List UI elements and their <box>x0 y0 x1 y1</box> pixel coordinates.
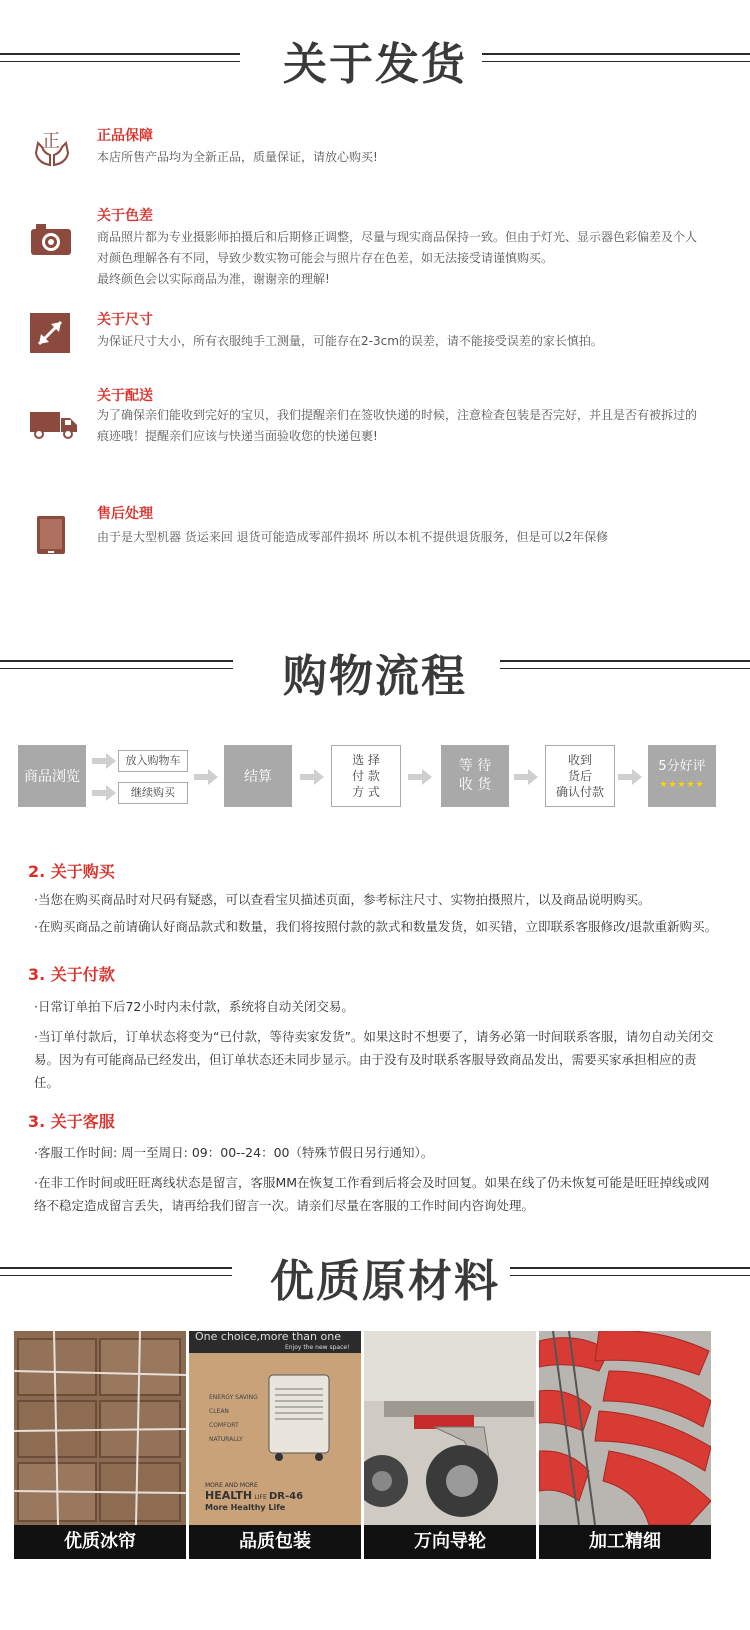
packaging-brand-small: MORE AND MORE <box>205 1482 258 1489</box>
note-service-2: ·在非工作时间或旺旺离线状态是留言，客服MM在恢复工作看到后将会及时回复。如果在线了仍未恢复可能是旺旺掉线或网络不稳定造成留言丢失，请再给我们留言一次。请亲们尽量在客服的工作时间内咨询处理。 <box>34 1175 710 1213</box>
note-buy-1: ·当您在购买商品时对尺码有疑惑，可以查看宝贝描述页面，参考标注尺寸、实物拍摄照片，以及商品说明购买。 <box>34 892 651 907</box>
genuine-glyph: 正 <box>42 131 60 152</box>
note-pay-2: ·当订单付款后，订单状态将变为“已付款，等待卖家发货”。如果这时不想要了，请务必第一时间联系客服，请勿自动关闭交易。因为有可能商品已经发出，但订单状态还未同步显示。由于没有及时联系客服导致商品发出，需要买家承担相应的责任。 <box>34 1029 714 1090</box>
info-title-genuine: 正品保障 <box>97 128 153 144</box>
info-title-size: 关于尺寸 <box>97 312 153 328</box>
packaging-feature-2: CLEAN <box>209 1408 229 1415</box>
flow-pay-line2: 付 款 <box>352 769 380 783</box>
truck-icon <box>30 410 78 444</box>
info-title-delivery: 关于配送 <box>97 388 153 404</box>
genuine-hands-icon <box>30 125 74 169</box>
shipping-section-title: 关于发货 <box>283 39 467 90</box>
material-label-packaging: 品质包装 <box>189 1525 361 1559</box>
info-text-aftersale: 由于是大型机器 货运来回 退货可能造成零部件损坏 所以本机不提供退货服务，但是可以2年保修 <box>97 530 609 544</box>
note-service-title: 3. 关于客服 <box>28 1112 115 1131</box>
packaging-feature-1: ENERGY SAVING <box>209 1394 258 1401</box>
packaging-tagline: More Healthy Life <box>205 1503 286 1512</box>
flow-section-title: 购物流程 <box>283 651 467 702</box>
camera-icon <box>30 222 72 260</box>
flow-pay-line3: 方 式 <box>352 785 380 799</box>
flow-step-cart: 放入购物车 <box>118 750 188 772</box>
note-buy-2: ·在购买商品之前请确认好商品款式和数量，我们将按照付款的款式和数量发货，如买错，立即联系客服修改/退款重新购买。 <box>34 919 718 934</box>
fan-blade-photo <box>539 1331 711 1525</box>
info-title-aftersale: 售后处理 <box>97 506 153 522</box>
info-text-color: 商品照片都为专业摄影师拍摄后和后期修正调整，尽量与现实商品保持一致。但由于灯光、显示器色彩偏差及个人对颜色理解各有不同，导致少数实物可能会与照片存在色差，如无法接受请谨慎购买。 <box>97 230 698 265</box>
flow-confirm-line1: 收到 <box>567 753 592 767</box>
packaging-box-top-text: One choice,more than one <box>195 1331 341 1343</box>
flow-arrow-split <box>92 752 118 804</box>
note-buy-title: 2. 关于购买 <box>28 862 115 881</box>
flow-pay-line1: 选 择 <box>352 753 380 767</box>
packaging-product-drawing <box>265 1373 333 1463</box>
resize-arrow-icon <box>30 313 70 357</box>
packaging-box-slogan: Enjoy the new space! <box>285 1344 350 1351</box>
packaging-box-header <box>189 1331 361 1353</box>
materials-section-title: 优质原材料 <box>270 1256 500 1307</box>
flow-confirm-line3: 确认付款 <box>555 785 604 799</box>
flow-review-stars: ★★★★★ <box>659 780 705 790</box>
material-fan-blades <box>539 1331 711 1559</box>
packaging-feature-3: COMFORT <box>209 1422 239 1429</box>
info-title-color: 关于色差 <box>97 208 153 224</box>
info-text-genuine: 本店所售产品均为全新正品，质量保证，请放心购买! <box>97 150 378 164</box>
info-text-color-2: 最终颜色会以实际商品为准，谢谢亲的理解! <box>97 272 330 286</box>
flow-arrow-4 <box>514 768 538 786</box>
flow-confirm-line2: 货后 <box>567 769 592 783</box>
note-pay-1: ·日常订单拍下后72小时内未付款，系统将自动关闭交易。 <box>34 999 354 1014</box>
caster-wheel-photo <box>364 1331 536 1525</box>
flow-arrow-5 <box>618 768 642 786</box>
flow-step-browse: 商品浏览 <box>18 745 86 807</box>
flow-review-label: 5分好评 <box>658 759 706 774</box>
material-label-caster: 万向导轮 <box>364 1525 536 1559</box>
info-text-size: 为保证尺寸大小，所有衣服纯手工测量，可能存在2-3cm的误差，请不能接受误差的家长慎拍。 <box>97 334 603 348</box>
cooling-pad-photo <box>14 1331 186 1525</box>
flow-step-checkout: 结算 <box>224 745 292 807</box>
note-service-1: ·客服工作时间: 周一至周日: 09：00--24：00（特殊节假日另行通知）。 <box>34 1145 434 1160</box>
info-text-delivery: 为了确保亲们能收到完好的宝贝，我们提醒亲们在签收快递的时候，注意检查包装是否完好，并且是否有被拆过的痕迹哦！提醒亲们应该与快递当面验收您的快递包裹! <box>97 408 698 443</box>
flow-step-wait <box>441 745 509 807</box>
flow-wait-line1: 等 待 <box>458 758 492 774</box>
flow-step-review <box>648 745 716 807</box>
flow-step-confirm <box>545 745 615 807</box>
packaging-brand: HEALTH <box>205 1489 253 1502</box>
material-caster-wheel <box>364 1331 536 1559</box>
material-cooling-pad <box>14 1331 186 1559</box>
packaging-model: DR-46 <box>268 1491 304 1502</box>
flow-step-pay-method <box>331 745 401 807</box>
flow-arrow-3 <box>408 768 432 786</box>
flow-arrow-2 <box>300 768 324 786</box>
packaging-box-features <box>209 1391 258 1447</box>
flow-step-continue: 继续购买 <box>118 782 188 804</box>
packaging-brand-block <box>205 1481 303 1513</box>
flow-arrow-1 <box>194 768 218 786</box>
material-packaging <box>189 1331 361 1559</box>
note-pay-title: 3. 关于付款 <box>28 965 115 984</box>
material-label-cooling-pad: 优质冰帘 <box>14 1525 186 1559</box>
flow-wait-line2: 收 货 <box>458 777 492 793</box>
material-label-fan-blades: 加工精细 <box>539 1525 711 1559</box>
packaging-brand-sub: LIFE <box>254 1494 267 1501</box>
tablet-icon <box>36 515 66 559</box>
packaging-feature-4: NATURALLY <box>209 1436 243 1443</box>
